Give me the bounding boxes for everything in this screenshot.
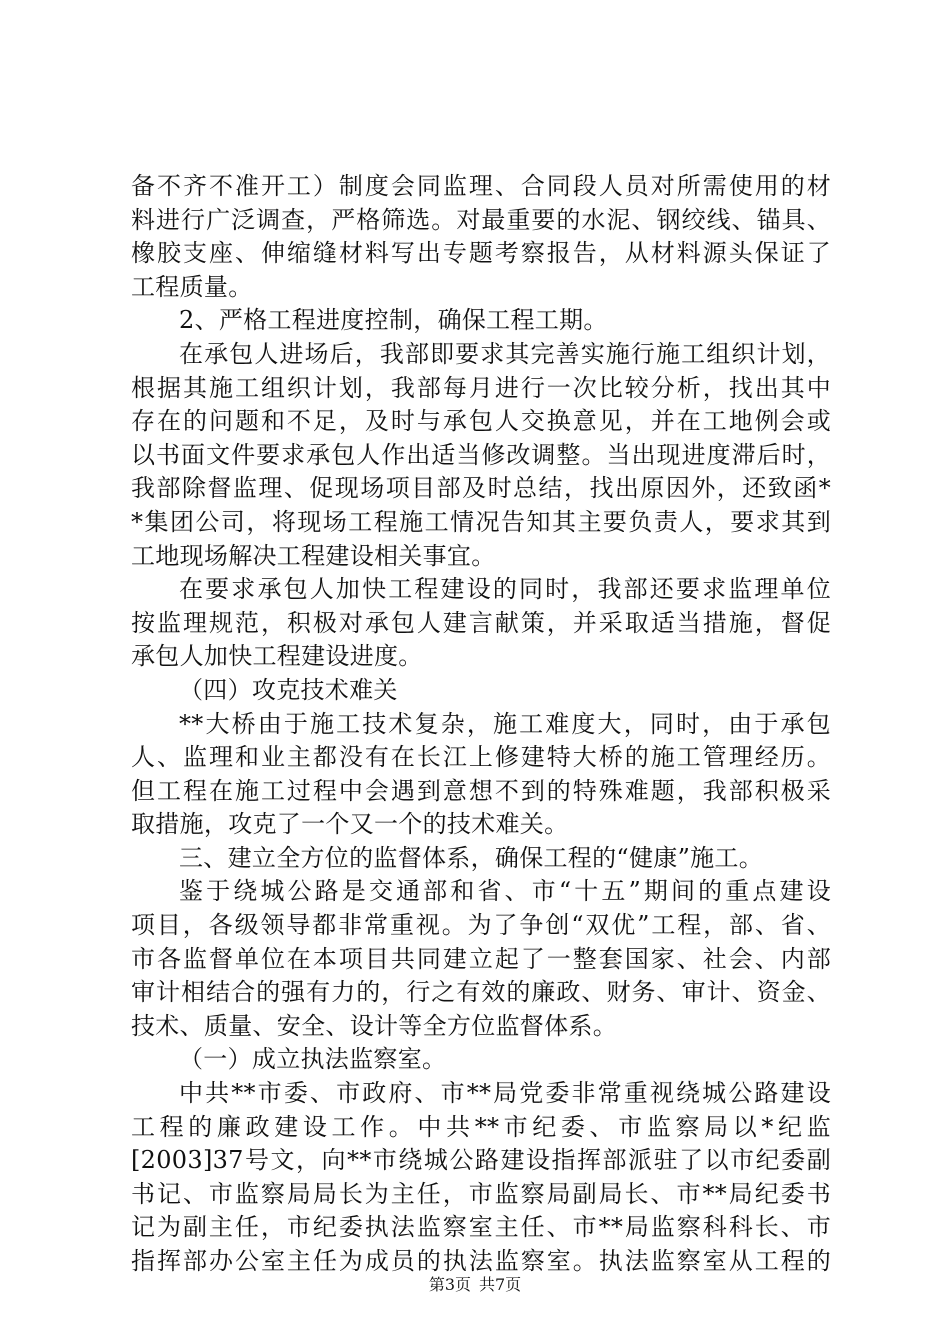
text-line: 工程的廉政建设工作。中共**市纪委、市监察局以*纪监 <box>131 1112 831 1141</box>
text-line: 我部除督监理、促现场项目部及时总结，找出原因外，还致函* <box>131 474 831 503</box>
page-footer <box>0 1275 950 1295</box>
text-line: **大桥由于施工技术复杂，施工难度大，同时，由于承包 <box>179 709 831 738</box>
text-line: 根据其施工组织计划，我部每月进行一次比较分析，找出其中 <box>131 373 831 402</box>
text-line: 取措施，攻克了一个又一个的技术难关。 <box>131 810 569 839</box>
text-line: 审计相结合的强有力的，行之有效的廉政、财务、审计、资金、 <box>131 978 831 1007</box>
text-line: [2003]37号文，向**市绕城公路建设指挥部派驻了以市纪委副 <box>131 1146 831 1175</box>
body-text <box>131 170 831 1279</box>
text-line: 承包人加快工程建设进度。 <box>131 642 423 671</box>
text-line: *集团公司，将现场工程施工情况告知其主要负责人，要求其到 <box>131 507 831 536</box>
text-line: 中共**市委、市政府、市**局党委非常重视绕城公路建设 <box>179 1079 831 1108</box>
text-line: （四）攻克技术难关 <box>179 675 398 704</box>
text-line: 工程质量。 <box>131 272 253 301</box>
page-number: 第3页 <box>428 1275 471 1294</box>
text-line: 2、严格工程进度控制，确保工程工期。 <box>179 306 608 335</box>
text-line: 市各监督单位在本项目共同建立起了一整套国家、社会、内部 <box>131 944 831 973</box>
text-line: 技术、质量、安全、设计等全方位监督体系。 <box>131 1011 617 1040</box>
text-line: 橡胶支座、伸缩缝材料写出专题考察报告，从材料源头保证了 <box>131 239 831 268</box>
text-line: 工地现场解决工程建设相关事宜。 <box>131 541 496 570</box>
text-line: 指挥部办公室主任为成员的执法监察室。执法监察室从工程的 <box>131 1247 831 1275</box>
text-line: （一）成立执法监察室。 <box>179 1045 447 1074</box>
text-line: 三、建立全方位的监督体系，确保工程的“健康”施工。 <box>179 843 764 872</box>
text-line: 但工程在施工过程中会遇到意想不到的特殊难题，我部积极采 <box>131 776 831 805</box>
text-line: 人、监理和业主都没有在长江上修建特大桥的施工管理经历。 <box>131 743 831 772</box>
text-line: 以书面文件要求承包人作出适当修改调整。当出现进度滞后时， <box>131 440 831 469</box>
text-line: 在要求承包人加快工程建设的同时，我部还要求监理单位 <box>179 575 831 604</box>
text-line: 项目，各级领导都非常重视。为了争创“双优”工程，部、省、 <box>131 911 831 940</box>
text-line: 书记、市监察局局长为主任，市监察局副局长、市**局纪委书 <box>131 1179 831 1208</box>
text-line: 记为副主任，市纪委执法监察室主任、市**局监察科科长、市 <box>131 1213 831 1242</box>
text-line: 按监理规范，积极对承包人建言献策，并采取适当措施，督促 <box>131 608 831 637</box>
text-line: 存在的问题和不足，及时与承包人交换意见，并在工地例会或 <box>131 407 831 436</box>
page-total: 共7页 <box>479 1275 522 1294</box>
text-line: 备不齐不准开工）制度会同监理、合同段人员对所需使用的材 <box>131 172 831 200</box>
text-line: 料进行广泛调查，严格筛选。对最重要的水泥、钢绞线、锚具、 <box>131 205 831 234</box>
text-line: 鉴于绕城公路是交通部和省、市“十五”期间的重点建设 <box>179 877 831 906</box>
text-line: 在承包人进场后，我部即要求其完善实施行施工组织计划， <box>179 339 831 368</box>
